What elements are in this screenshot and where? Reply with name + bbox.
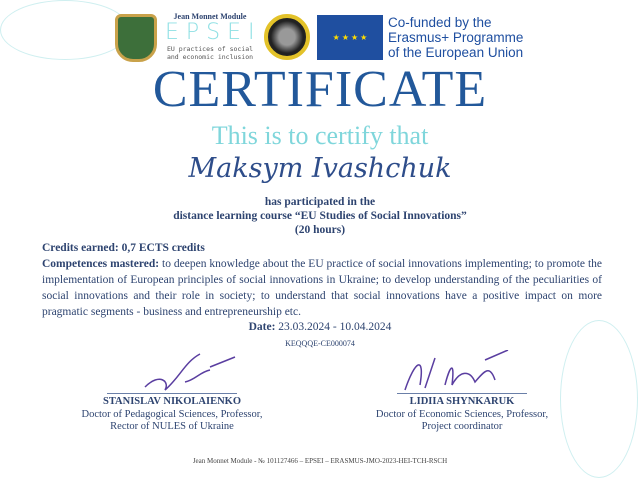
date-line <box>0 321 640 333</box>
eu-text-line: Co-funded by the <box>388 15 492 30</box>
epsei-subtitle: EU practices of social <box>166 45 254 53</box>
certify-line: This is to certify that <box>211 121 429 150</box>
signatory-block-1 <box>52 393 292 434</box>
jm-module-label: Jean Monnet Module <box>173 12 247 21</box>
credits-line <box>42 240 602 256</box>
signatory-position: Project coordinator <box>421 421 503 432</box>
course-line: distance learning course “EU Studies of Social Innovations” <box>173 210 467 222</box>
nules-crest-logo <box>115 14 157 62</box>
date-value: 23.03.2024 - 10.04.2024 <box>278 321 392 333</box>
eu-cofunded-text <box>388 15 548 60</box>
certificate-body <box>42 240 602 320</box>
signatory-name: STANISLAV NIKOLAIENKO <box>102 396 241 407</box>
project-seal-logo <box>264 14 310 60</box>
eu-flag-icon: ★ ★ ★ ★ <box>317 15 383 60</box>
signatory-position: Rector of NULES of Ukraine <box>110 421 234 432</box>
certificate-code: KEQQQE-CE000074 <box>285 339 355 348</box>
signatory-block-2 <box>342 393 582 434</box>
date-label: Date: <box>248 321 276 333</box>
competences-label: Competences mastered: <box>42 258 160 270</box>
signature-shynkaruk <box>400 350 510 394</box>
signatory-name: LIDIIA SHYNKARUK <box>409 396 515 407</box>
epsei-wordmark: EPSEI <box>165 20 262 45</box>
epsei-subtitle: and economic inclusion <box>166 53 254 61</box>
decorative-swirl <box>0 0 130 60</box>
signatory-title: Doctor of Economic Sciences, Professor, <box>375 408 549 420</box>
signature-nikolaienko <box>140 352 240 394</box>
credits-value: 0,7 ECTS credits <box>121 242 205 254</box>
signature-line <box>107 393 237 394</box>
recipient-name: Maksym Ivashchuk <box>188 153 452 184</box>
competences-text: to deepen knowledge about the EU practice of social innovations implementing; to promote the implementation of European principles of social innovations in Ukraine; to develop understanding of the peculiarities of social innovations and their role in society; to understand that social innovations have a positive impact on more pragmatic segments - business and entrepreneurship etc. <box>42 258 602 318</box>
eu-text-line: of the European Union <box>388 45 524 60</box>
certificate-title: CERTIFICATE <box>152 61 488 118</box>
signatory-title: Doctor of Pedagogical Sciences, Professor, <box>81 408 263 420</box>
footer-project-id: Jean Monnet Module - № 101127466 – EPSEI – ERASMUS-JMO-2023-HEI-TCH-RSCH <box>192 457 448 465</box>
hours-line: (20 hours) <box>294 224 346 236</box>
credits-label: Credits earned: <box>42 242 119 254</box>
epsei-logo <box>165 12 262 61</box>
participated-line: has participated in the <box>264 196 376 208</box>
eu-text-line: Erasmus+ Programme <box>388 30 524 45</box>
signature-line <box>397 393 527 394</box>
competences-paragraph <box>42 256 602 320</box>
